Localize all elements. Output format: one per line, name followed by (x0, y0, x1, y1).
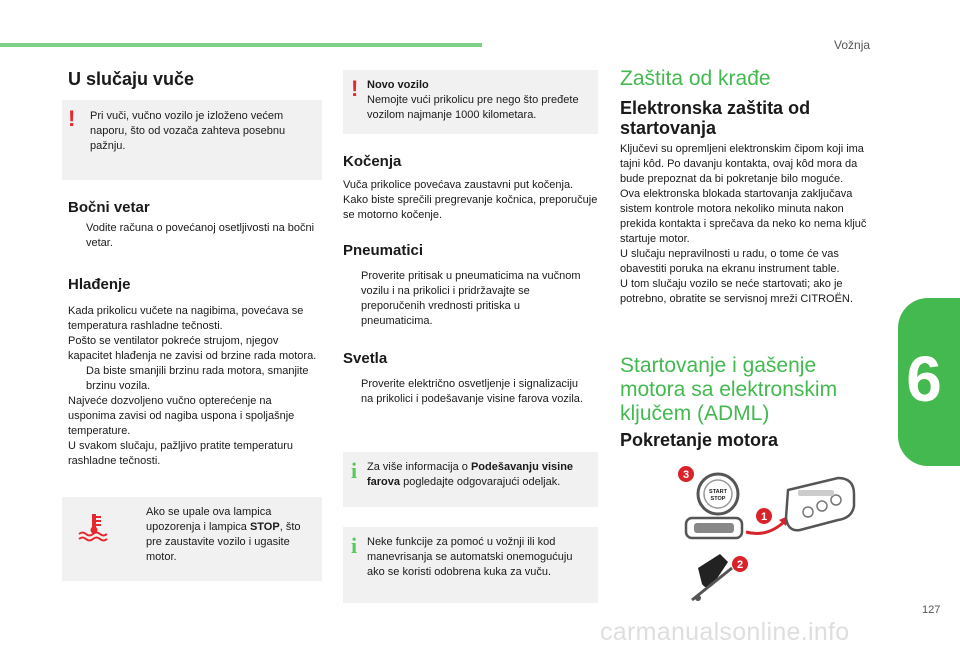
towing-title: U slučaju vuče (68, 69, 195, 89)
top-accent-bar (0, 43, 482, 47)
warning-icon: ! (68, 106, 76, 131)
chapter-tab (898, 298, 960, 466)
coolant-warning-box (62, 497, 322, 581)
lights-text: Proverite električno osvetljenje i signalizaciju na prikolici i podešavanje visine farova vozila. (361, 378, 583, 405)
info-driving-aids-text: Neke funkcije za pomoć u vožnji ili kod manevrisanja se automatski onemogućuju ako se koristi odobrena kuka za vuču. (367, 536, 573, 578)
coolant-warning-text: Ako se upale ova lampica upozorenja i lampica STOP, što pre zaustavite vozilo i ugasite motor. (146, 506, 301, 563)
foot-on-pedal-icon (692, 554, 732, 601)
svg-text:2: 2 (736, 559, 744, 571)
immobiliser-p4: U tom slučaju vozilo se neće startovati; ako je potrebno, obratite se servisnoj mreži CITROËN. (620, 278, 853, 305)
immobiliser-p3: U slučaju nepravilnosti u radu, o tome će vas obavestiti poruka na ekranu instrument table. (620, 248, 840, 275)
cooling-p1: Kada prikolicu vučete na nagibima, povećava se temperatura rashladne tečnosti. (68, 305, 304, 332)
svg-text:STOP: STOP (710, 496, 726, 502)
new-car-text: Novo vozilo Nemojte vući prikolicu pre nego što pređete vozilom najmanje 1000 kilometara. (367, 79, 579, 121)
immobiliser-heading: Elektronska zaštita od startovanja (620, 98, 811, 138)
towing-warning-text: Pri vuči, vučno vozilo je izloženo većem naporu, što od vozača zahteva posebnu pažnju. (90, 110, 286, 152)
info-box-driving-aids (343, 527, 598, 603)
page-number: 127 (922, 604, 941, 616)
info-headlamps-text: Za više informacija o Podešavanju visine farova pogledajte odgovarajući odeljak. (367, 461, 574, 488)
card-reader-icon (686, 518, 742, 538)
svg-text:3: 3 (682, 469, 690, 481)
immobiliser-p1: Ključevi su opremljeni elektronskim čipom koji ima tajni kôd. Po davanju kontakta, ovaj kôd mora da bude prepoznat da bi pokretanje bilo moguće. (620, 143, 864, 185)
electronic-key-fob-icon (786, 478, 854, 530)
immobiliser-body (620, 142, 872, 307)
crosswind-text: Vodite računa o povećanoj osetljivosti na bočni vetar. (86, 222, 315, 249)
section-name: Vožnja (834, 38, 871, 52)
warning-icon: ! (351, 76, 359, 101)
callout-2 (732, 556, 748, 572)
info-icon: i (351, 458, 358, 483)
svg-text:START: START (709, 489, 727, 495)
immobiliser-p2: Ova elektronska blokada startovanja zaključava sistem kontrole motora nekoliko minuta nakon prekida kontakta i sprečava da neko ko nema ključ startuje motor. (620, 188, 867, 245)
cooling-body (68, 304, 320, 469)
adml-title: Startovanje i gašenje motora sa elektronskim ključem (ADML) (620, 354, 838, 425)
svg-text:1: 1 (760, 511, 768, 523)
tyres-heading: Pneumatici (343, 242, 424, 259)
cooling-p2: Pošto se ventilator pokreće strujom, njegov kapacitet hlađenja ne zavisi od brzine rada motora. (68, 335, 317, 362)
cooling-p4: U svakom slučaju, pažljivo pratite temperaturu rashladne tečnosti. (68, 440, 293, 467)
crosswind-heading: Bočni vetar (68, 199, 150, 216)
cooling-p3: Najveće dozvoljeno vučno opterećenje na usponima zavisi od nagiba uspona i spoljašnje temperature. (68, 395, 295, 437)
keyless-start-illustration (668, 460, 868, 608)
watermark: carmanualsonline.info (600, 618, 850, 646)
callout-3 (678, 466, 694, 482)
cooling-bullet: Da biste smanjili brzinu rada motora, smanjite brzinu vozila. (86, 365, 309, 392)
callout-1 (756, 508, 772, 524)
engine-start-heading: Pokretanje motora (620, 430, 779, 450)
coolant-temperature-icon (77, 512, 111, 542)
towing-warning-box (62, 100, 322, 180)
new-car-warning-box (343, 70, 598, 134)
tyres-text: Proverite pritisak u pneumaticima na vučnom vozilu i na prikolici i pridržavajte se preporučenih vrednosti pritiska u pneumaticima. (361, 270, 581, 327)
info-icon: i (351, 533, 358, 558)
braking-heading: Kočenja (343, 153, 402, 170)
chapter-number: 6 (906, 343, 942, 415)
lights-heading: Svetla (343, 350, 388, 367)
cooling-heading: Hlađenje (68, 276, 131, 293)
start-stop-button-icon (698, 474, 738, 514)
braking-text: Vuča prikolice povećava zaustavni put kočenja. Kako biste sprečili pregrevanje kočnica, preporučuje se motorno kočenje. (343, 179, 598, 221)
info-box-headlamps (343, 452, 598, 507)
theft-protection-title: Zaštita od krađe (620, 67, 771, 90)
